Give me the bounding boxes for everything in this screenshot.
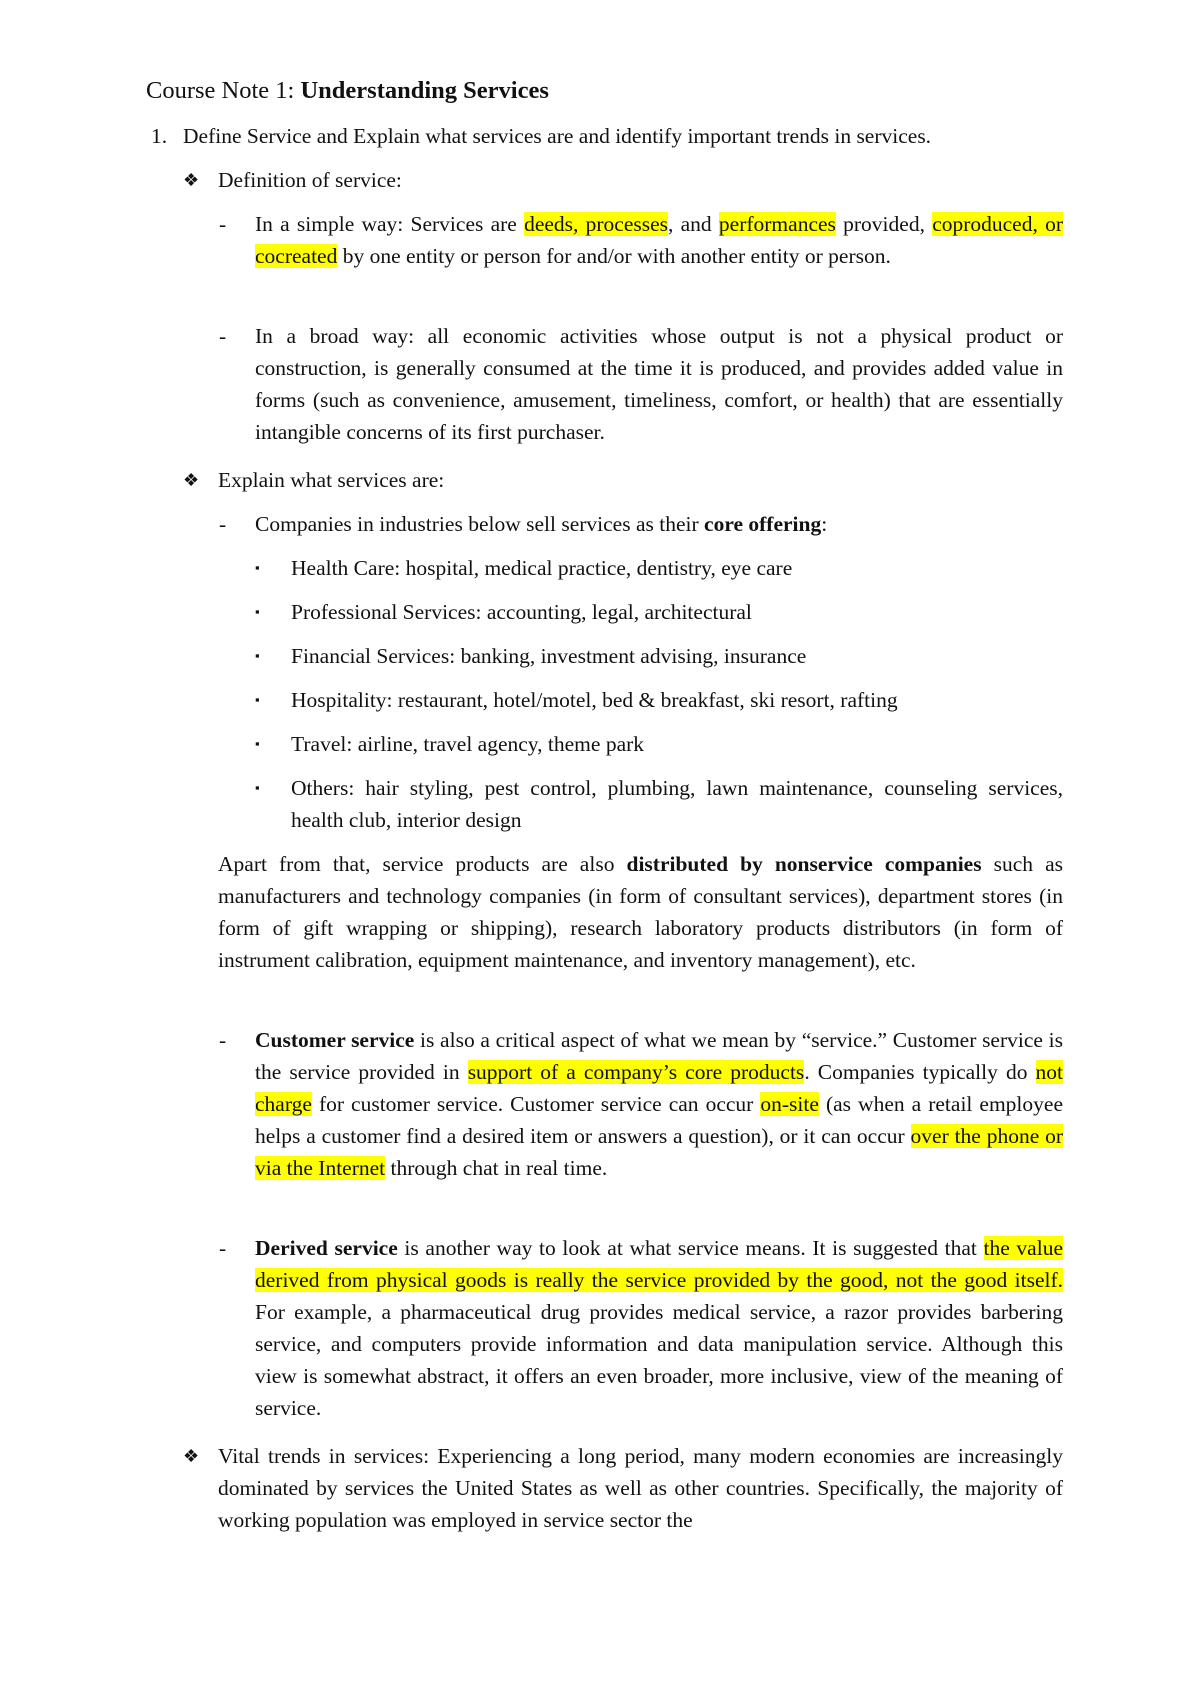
highlight: over the phone or via the Internet	[255, 1124, 1064, 1180]
text-run: Apart from that, service products are also	[218, 852, 627, 876]
title-prefix: Course Note 1:	[146, 77, 301, 104]
highlight: the value derived from physical goods is really the service provided by the good, not the good itself.	[255, 1236, 1063, 1292]
square-bullet-icon: ▪	[255, 692, 260, 707]
dash-bullet: -	[219, 512, 227, 536]
text-run: such as manufacturers and technology companies (in form of consultant services), department stores (in form of gift wrapping or shipping), research laboratory products distributors (in form of instrument calibration, equipment maintenance, and inventory management), etc.	[218, 852, 1063, 972]
question-number: 1.	[151, 124, 168, 148]
customer-service-text	[255, 1024, 1063, 1184]
text-run: :	[821, 512, 828, 536]
definition-simple	[255, 208, 1063, 272]
square-bullet-icon: ▪	[255, 604, 260, 619]
explain-heading: Explain what services are:	[218, 468, 445, 492]
industry-item: Others: hair styling, pest control, plumbing, lawn maintenance, counseling services, health club, interior design	[291, 776, 1063, 832]
square-bullet-icon: ▪	[255, 560, 260, 575]
text-run: is also a critical aspect of what we mean by “service.” Customer service is the service provided in	[255, 1028, 1063, 1084]
diamond-bullet-icon: ❖	[183, 170, 200, 190]
industry-item: Professional Services: accounting, legal, architectural	[291, 600, 752, 624]
bold-run: core offering	[704, 512, 822, 536]
diamond-bullet-icon: ❖	[183, 1446, 200, 1466]
text-run: through chat in real time.	[385, 1156, 608, 1180]
highlight: not charge	[255, 1060, 1064, 1116]
text-run: for customer service. Customer service can occur	[311, 1092, 761, 1116]
title-bold: Understanding Services	[300, 77, 549, 104]
highlight: performances	[718, 212, 836, 236]
industry-item: Financial Services: banking, investment advising, insurance	[291, 644, 807, 668]
industry-item: Travel: airline, travel agency, theme park	[291, 732, 645, 756]
apart-paragraph	[218, 848, 1063, 976]
bold-run: Customer service	[255, 1028, 415, 1052]
question-text: Define Service and Explain what services are and identify important trends in services.	[183, 124, 932, 148]
highlight: on-site	[760, 1092, 819, 1116]
highlight: deeds, processes	[524, 212, 669, 236]
square-bullet-icon: ▪	[255, 648, 260, 663]
highlight: coproduced, or cocreated	[255, 212, 1063, 268]
dash-bullet: -	[219, 324, 227, 348]
industry-item: Health Care: hospital, medical practice, dentistry, eye care	[291, 556, 793, 580]
highlight: support of a company’s core products	[467, 1060, 805, 1084]
dash-bullet: -	[219, 212, 227, 236]
definition-broad: In a broad way: all economic activities whose output is not a physical product or construction, is generally consumed at the time it is produced, and provides added value in forms (such as convenience, amusement, timeliness, comfort, or health) that are essentially intangible concerns of its first purchaser.	[255, 324, 1063, 444]
dash-bullet: -	[219, 1236, 227, 1260]
definition-heading: Definition of service:	[218, 168, 402, 192]
text-run: For example, a pharmaceutical drug provides medical service, a razor provides barbering service, and computers provide information and data manipulation service. Although this view is somewhat abstract, it offers an even broader, more inclusive, view of the meaning of service.	[255, 1300, 1063, 1420]
dash-bullet: -	[219, 1028, 227, 1052]
text-run: is another way to look at what service means. It is suggested that	[397, 1236, 984, 1260]
trends-paragraph: Vital trends in services: Experiencing a long period, many modern economies are increasingly dominated by services the United States as well as other countries. Specifically, the majority of working population was employed in service sector the	[218, 1444, 1063, 1532]
companies-text	[255, 508, 1063, 540]
text-run: provided,	[835, 212, 933, 236]
square-bullet-icon: ▪	[255, 780, 260, 795]
square-bullet-icon: ▪	[255, 736, 260, 751]
text-run: , and	[668, 212, 719, 236]
derived-service-text	[255, 1232, 1063, 1424]
text-run: . Companies typically do	[804, 1060, 1036, 1084]
diamond-bullet-icon: ❖	[183, 470, 200, 490]
text-run: by one entity or person for and/or with another entity or person.	[337, 244, 891, 268]
industry-item: Hospitality: restaurant, hotel/motel, bed & breakfast, ski resort, rafting	[291, 688, 898, 712]
text-run: Companies in industries below sell services as their	[255, 512, 705, 536]
bold-run: Derived service	[255, 1236, 398, 1260]
bold-run: distributed by nonservice companies	[626, 852, 982, 876]
page-title	[146, 74, 549, 108]
text-run: In a simple way: Services are	[255, 212, 525, 236]
text-run: (as when a retail employee helps a customer find a desired item or answers a question), or it can occur	[255, 1092, 1063, 1148]
